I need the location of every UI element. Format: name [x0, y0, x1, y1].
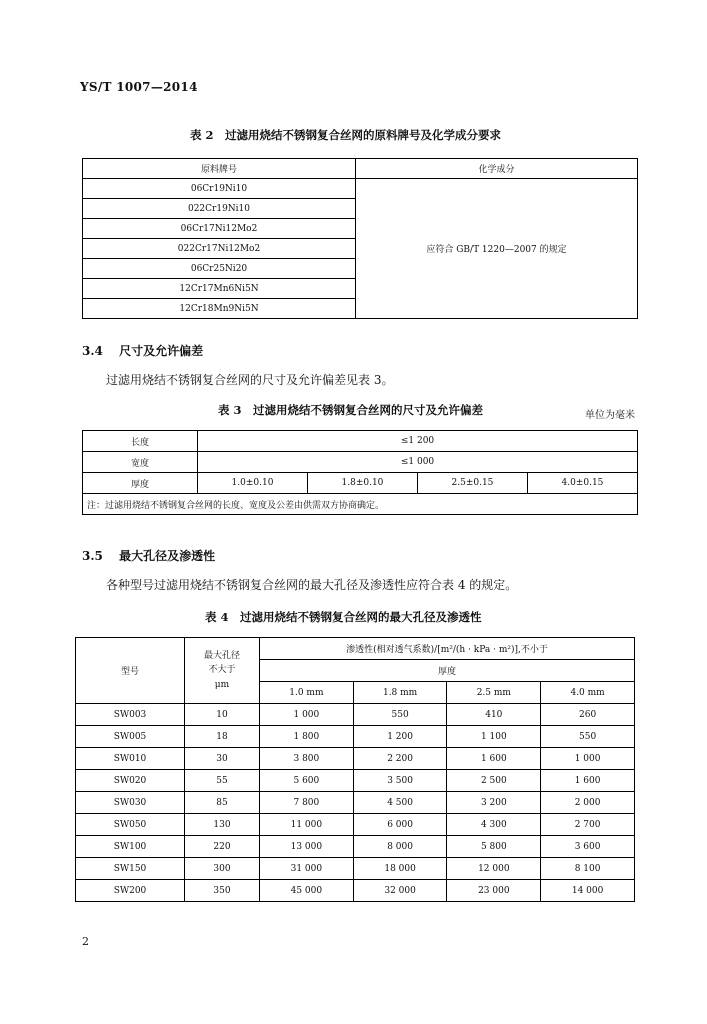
table2-header-grade: 原料牌号 — [83, 159, 356, 179]
table3-thickness-label: 厚度 — [83, 473, 198, 494]
perm-cell: 260 — [541, 704, 635, 726]
perm-cell: 12 000 — [447, 858, 541, 880]
perm-cell: 2 500 — [447, 770, 541, 792]
perm-cell: 31 000 — [260, 858, 354, 880]
table4-thickness-col: 4.0 mm — [541, 682, 635, 704]
table4-header-permeability: 渗透性(相对透气系数)/[m²/(h · kPa · m²)],不小于 — [260, 638, 635, 660]
pore-cell: 220 — [185, 836, 260, 858]
perm-cell: 4 500 — [353, 792, 447, 814]
model-cell: SW003 — [76, 704, 185, 726]
perm-cell: 8 100 — [541, 858, 635, 880]
section-3-4-text: 过滤用烧结不锈钢复合丝网的尺寸及允许偏差见表 3。 — [106, 373, 394, 387]
perm-cell: 1 600 — [541, 770, 635, 792]
table3-thickness-value: 1.8±0.10 — [307, 473, 417, 494]
pore-header-line: 不大于 — [208, 665, 236, 676]
table-row — [76, 726, 635, 748]
pore-header-line: μm — [214, 679, 230, 690]
pore-cell: 85 — [185, 792, 260, 814]
perm-cell: 2 000 — [541, 792, 635, 814]
perm-cell: 8 000 — [353, 836, 447, 858]
table3-unit: 单位为毫米 — [585, 410, 635, 421]
perm-cell: 1 200 — [353, 726, 447, 748]
perm-cell: 3 500 — [353, 770, 447, 792]
pore-cell: 350 — [185, 880, 260, 902]
section-3-4-title: 尺寸及允许偏差 — [119, 344, 204, 358]
table4 — [75, 637, 635, 902]
perm-cell: 1 100 — [447, 726, 541, 748]
table3-length-label: 长度 — [83, 431, 198, 452]
perm-cell: 3 800 — [260, 748, 354, 770]
table2-composition-cell: 应符合 GB/T 1220—2007 的规定 — [356, 179, 638, 319]
table-row — [76, 792, 635, 814]
perm-cell: 550 — [353, 704, 447, 726]
model-cell: SW050 — [76, 814, 185, 836]
table3-length-value: ≤1 200 — [198, 431, 638, 452]
table3-thickness-value: 2.5±0.15 — [417, 473, 527, 494]
perm-cell: 410 — [447, 704, 541, 726]
table-row — [76, 836, 635, 858]
perm-cell: 45 000 — [260, 880, 354, 902]
page-number: 2 — [82, 935, 89, 948]
model-cell: SW020 — [76, 770, 185, 792]
table-row — [76, 770, 635, 792]
perm-cell: 5 600 — [260, 770, 354, 792]
table3 — [82, 430, 638, 515]
model-cell: SW010 — [76, 748, 185, 770]
section-3-4-number: 3.4 — [82, 344, 103, 358]
table-row — [76, 704, 635, 726]
perm-cell: 6 000 — [353, 814, 447, 836]
table2-caption: 表 2 过滤用烧结不锈钢复合丝网的原料牌号及化学成分要求 — [190, 128, 502, 142]
pore-header-line: 最大孔径 — [203, 650, 240, 661]
table4-thickness-col: 1.8 mm — [353, 682, 447, 704]
table3-width-label: 宽度 — [83, 452, 198, 473]
model-cell: SW200 — [76, 880, 185, 902]
perm-cell: 3 600 — [541, 836, 635, 858]
table4-header-pore — [185, 638, 260, 704]
perm-cell: 18 000 — [353, 858, 447, 880]
section-3-5-heading — [82, 547, 215, 564]
table4-header-thickness: 厚度 — [260, 660, 635, 682]
table2-grade-cell: 12Cr18Mn9Ni5N — [83, 299, 356, 319]
pore-cell: 30 — [185, 748, 260, 770]
model-cell: SW150 — [76, 858, 185, 880]
pore-cell: 18 — [185, 726, 260, 748]
perm-cell: 2 700 — [541, 814, 635, 836]
perm-cell: 1 000 — [541, 748, 635, 770]
perm-cell: 11 000 — [260, 814, 354, 836]
perm-cell: 1 600 — [447, 748, 541, 770]
table2-grade-cell: 06Cr17Ni12Mo2 — [83, 219, 356, 239]
model-cell: SW030 — [76, 792, 185, 814]
section-3-5-text: 各种型号过滤用烧结不锈钢复合丝网的最大孔径及渗透性应符合表 4 的规定。 — [106, 578, 518, 592]
table2 — [82, 158, 638, 319]
standard-code-header: YS/T 1007—2014 — [80, 80, 198, 94]
section-3-5-number: 3.5 — [82, 549, 103, 563]
table-row — [76, 880, 635, 902]
table-row — [76, 814, 635, 836]
perm-cell: 23 000 — [447, 880, 541, 902]
section-3-5-title: 最大孔径及渗透性 — [119, 549, 216, 563]
section-3-4-heading — [82, 342, 203, 359]
table2-header-composition: 化学成分 — [356, 159, 638, 179]
perm-cell: 4 300 — [447, 814, 541, 836]
perm-cell: 14 000 — [541, 880, 635, 902]
model-cell: SW100 — [76, 836, 185, 858]
table2-grade-cell: 022Cr17Ni12Mo2 — [83, 239, 356, 259]
perm-cell: 3 200 — [447, 792, 541, 814]
pore-cell: 55 — [185, 770, 260, 792]
perm-cell: 550 — [541, 726, 635, 748]
perm-cell: 1 000 — [260, 704, 354, 726]
table2-grade-cell: 022Cr19Ni10 — [83, 199, 356, 219]
pore-cell: 300 — [185, 858, 260, 880]
table3-note: 注：过滤用烧结不锈钢复合丝网的长度、宽度及公差由供需双方协商确定。 — [83, 494, 638, 515]
table2-grade-cell: 06Cr25Ni20 — [83, 259, 356, 279]
perm-cell: 7 800 — [260, 792, 354, 814]
table4-thickness-col: 1.0 mm — [260, 682, 354, 704]
perm-cell: 5 800 — [447, 836, 541, 858]
table3-thickness-value: 4.0±0.15 — [527, 473, 637, 494]
table3-caption: 表 3 过滤用烧结不锈钢复合丝网的尺寸及允许偏差 — [218, 403, 484, 417]
perm-cell: 1 800 — [260, 726, 354, 748]
model-cell: SW005 — [76, 726, 185, 748]
table4-header-model: 型号 — [76, 638, 185, 704]
perm-cell: 2 200 — [353, 748, 447, 770]
table2-grade-cell: 12Cr17Mn6Ni5N — [83, 279, 356, 299]
pore-cell: 130 — [185, 814, 260, 836]
table4-caption: 表 4 过滤用烧结不锈钢复合丝网的最大孔径及渗透性 — [205, 610, 482, 624]
pore-cell: 10 — [185, 704, 260, 726]
table3-thickness-value: 1.0±0.10 — [198, 473, 308, 494]
perm-cell: 13 000 — [260, 836, 354, 858]
table-row — [76, 858, 635, 880]
table2-grade-cell: 06Cr19Ni10 — [83, 179, 356, 199]
table-row — [76, 748, 635, 770]
perm-cell: 32 000 — [353, 880, 447, 902]
table3-width-value: ≤1 000 — [198, 452, 638, 473]
table4-thickness-col: 2.5 mm — [447, 682, 541, 704]
